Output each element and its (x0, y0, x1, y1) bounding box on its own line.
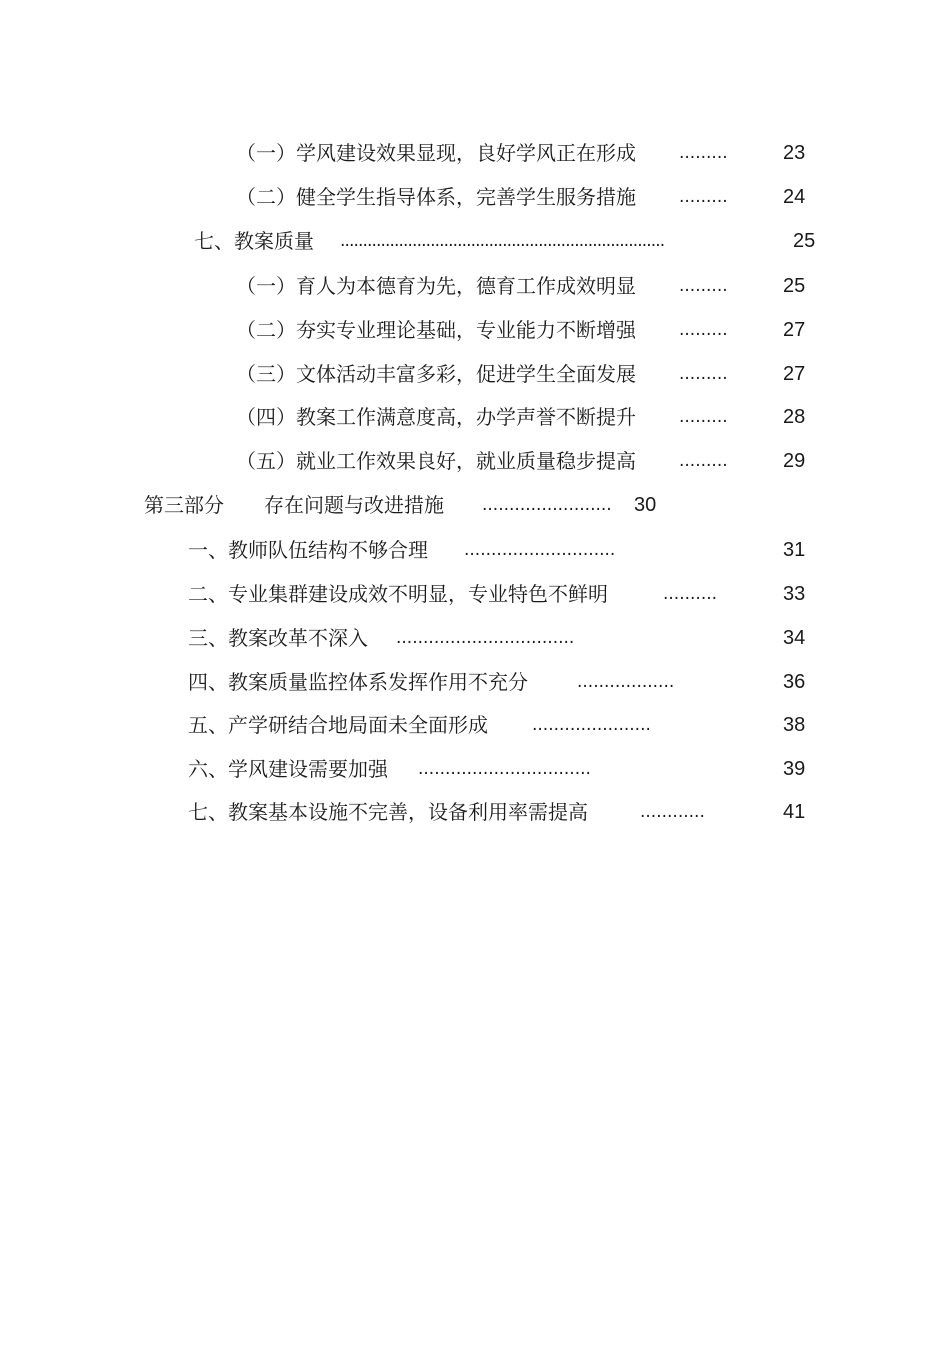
toc-entry-label: 七、教案基本设施不完善，设备利用率需提高 (188, 800, 588, 824)
toc-entry[interactable] (0, 360, 950, 388)
toc-part-label: 第三部分 (144, 493, 224, 517)
toc-entry[interactable] (0, 139, 950, 167)
toc-entry[interactable] (0, 624, 950, 652)
toc-entry-label: 七、教案质量 (194, 229, 314, 253)
toc-entry[interactable] (0, 755, 950, 783)
toc-entry-label: 五、产学研结合地局面未全面形成 (188, 713, 488, 737)
toc-entry[interactable] (0, 227, 950, 255)
toc-entry-page: 31 (783, 539, 806, 561)
toc-entry-page: 39 (783, 758, 806, 780)
toc-entry-label: 二、专业集群建设成效不明显，专业特色不鲜明 (188, 582, 608, 606)
toc-entry-page: 41 (783, 801, 806, 823)
toc-entry[interactable] (0, 447, 950, 475)
toc-entry-label: （三）文体活动丰富多彩，促进学生全面发展 (236, 362, 636, 386)
toc-entry-leader: ...................... (532, 715, 651, 735)
toc-entry-leader: ................................ (418, 759, 591, 779)
toc-entry-label: （二）健全学生指导体系，完善学生服务措施 (236, 185, 636, 209)
toc-entry-leader: ......... (679, 276, 728, 296)
toc-entry-page: 25 (783, 275, 806, 297)
toc-entry[interactable] (0, 668, 950, 696)
toc-entry-leader: ......... (679, 451, 728, 471)
toc-entry-leader: ............................ (464, 540, 616, 560)
toc-entry-page: 30 (634, 494, 657, 516)
toc-entry-page: 24 (783, 186, 806, 208)
toc-entry-label: 三、教案改革不深入 (188, 626, 368, 650)
toc-entry[interactable] (0, 183, 950, 211)
toc-entry[interactable] (0, 403, 950, 431)
toc-entry-leader: ............ (640, 802, 705, 822)
toc-entry-leader: .......... (663, 584, 718, 604)
toc-entry[interactable] (0, 580, 950, 608)
toc-entry-page: 28 (783, 406, 806, 428)
toc-entry[interactable] (0, 272, 950, 300)
toc-entry[interactable] (0, 536, 950, 564)
toc-entry[interactable] (0, 316, 950, 344)
toc-entry-label: （四）教案工作满意度高，办学声誉不断提升 (236, 405, 636, 429)
toc-entry[interactable] (0, 798, 950, 826)
toc-entry-page: 33 (783, 583, 806, 605)
toc-entry-label: （二）夯实专业理论基础，专业能力不断增强 (236, 318, 636, 342)
toc-entry-leader: ........................ (482, 495, 612, 515)
toc-entry-page: 23 (783, 142, 806, 164)
toc-entry-page: 36 (783, 671, 806, 693)
toc-entry-page: 38 (783, 714, 806, 736)
toc-entry-label: （一）育人为本德育为先，德育工作成效明显 (236, 274, 636, 298)
toc-entry-label: （五）就业工作效果良好，就业质量稳步提高 (236, 449, 636, 473)
toc-entry-leader: ................................. (396, 628, 575, 648)
toc-entry-leader: .................. (577, 672, 675, 692)
toc-entry-leader: ......... (679, 407, 728, 427)
toc-entry-label: （一）学风建设效果显现，良好学风正在形成 (236, 141, 636, 165)
toc-entry-leader: ......... (679, 143, 728, 163)
toc-entry-leader: ........................................................................ (340, 231, 665, 251)
toc-entry-leader: ......... (679, 320, 728, 340)
toc-entry-page: 34 (783, 627, 806, 649)
toc-entry-leader: ......... (679, 364, 728, 384)
toc-part-title: 存在问题与改进措施 (264, 493, 444, 517)
toc-entry[interactable] (0, 711, 950, 739)
toc-entry-label: 一、教师队伍结构不够合理 (188, 538, 428, 562)
toc-entry-leader: ......... (679, 187, 728, 207)
toc-entry-page: 25 (793, 230, 816, 252)
toc-entry-label: 六、学风建设需要加强 (188, 757, 388, 781)
toc-entry-label: 四、教案质量监控体系发挥作用不充分 (188, 670, 528, 694)
toc-part-heading[interactable] (0, 491, 950, 519)
toc-entry-page: 29 (783, 450, 806, 472)
toc-entry-page: 27 (783, 319, 806, 341)
toc-entry-page: 27 (783, 363, 806, 385)
